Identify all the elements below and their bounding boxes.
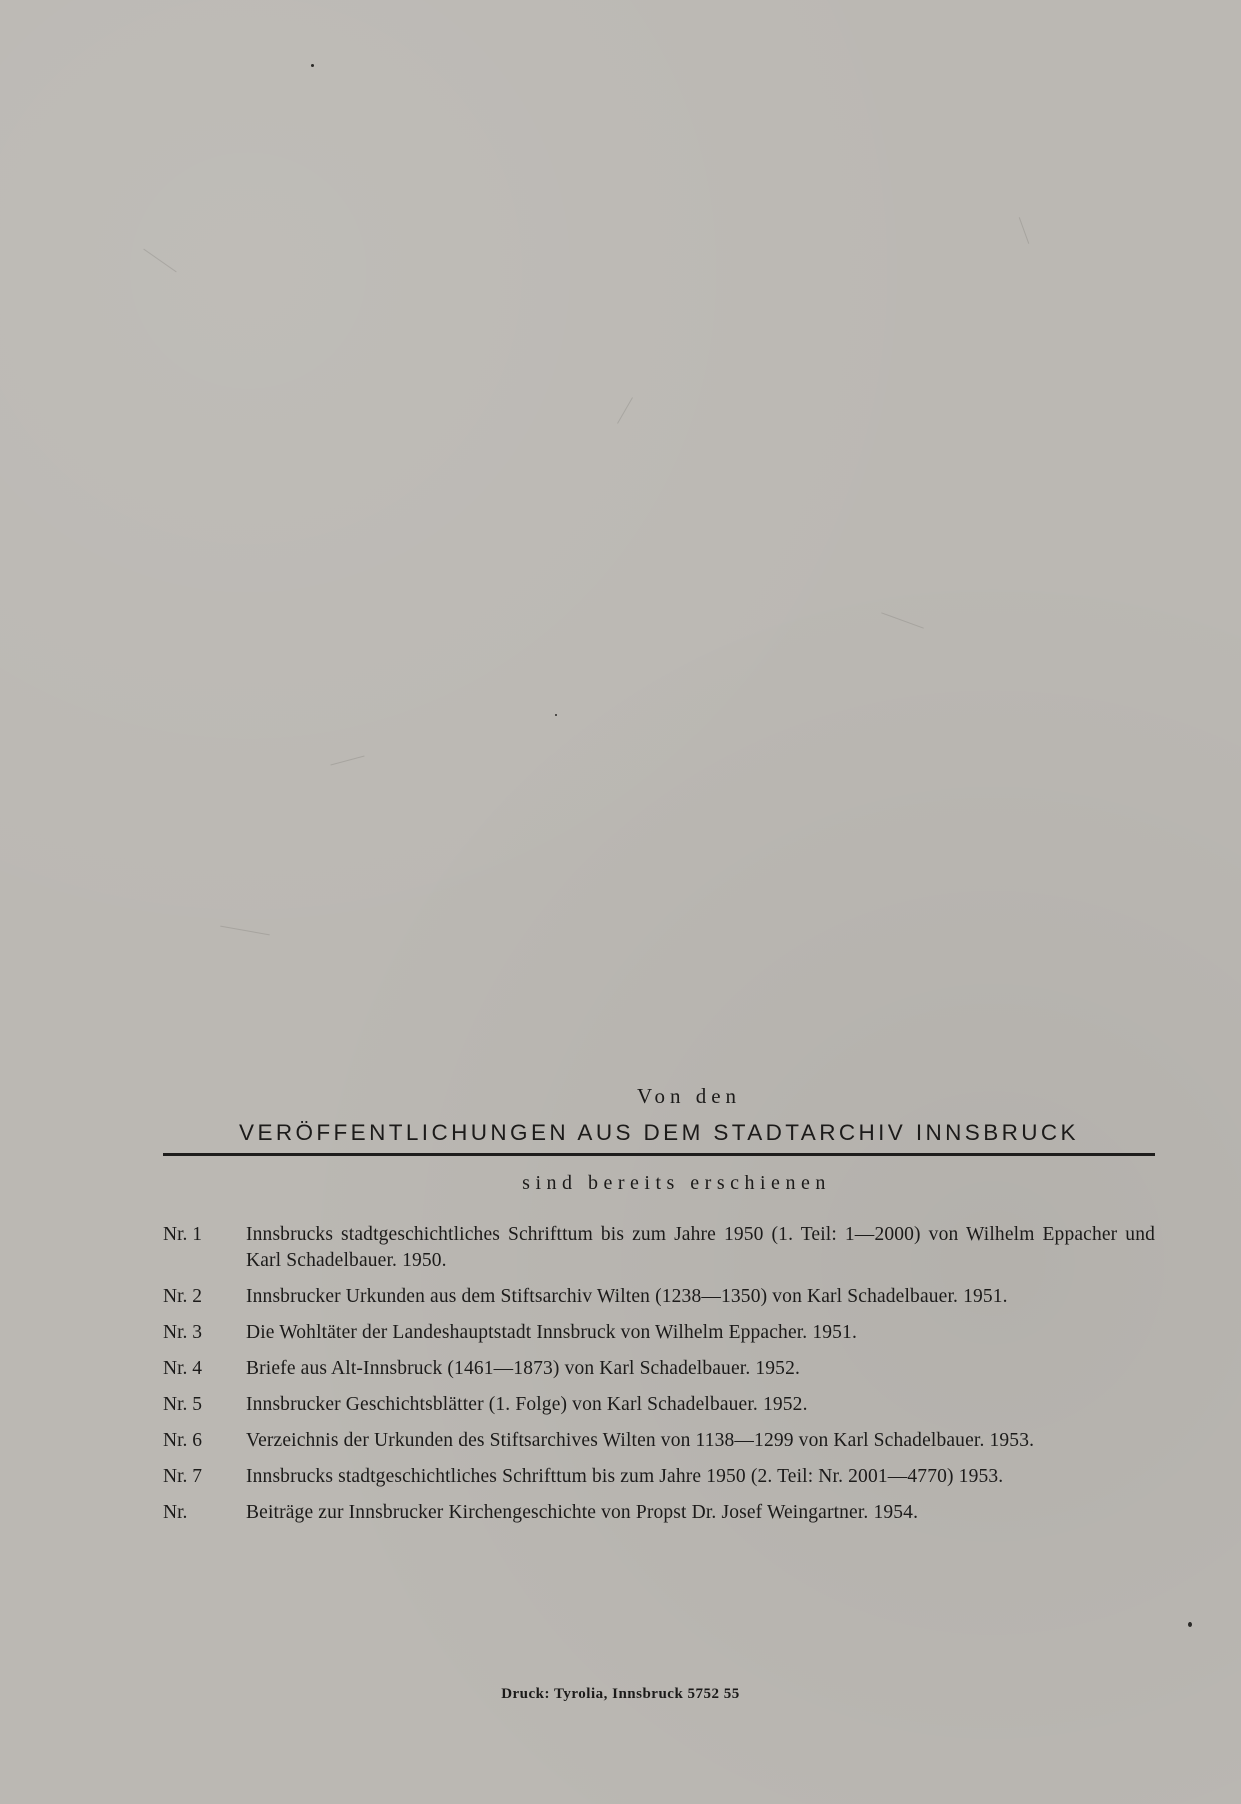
paper-speck (311, 64, 314, 67)
list-item (163, 1320, 1155, 1346)
paper-fiber (143, 249, 176, 273)
entry-text: Innsbrucks stadtgeschichtliches Schrifttum bis zum Jahre 1950 (2. Teil: Nr. 2001—4770) 1953. (246, 1466, 1004, 1487)
entry-text: Innsbrucker Geschichtsblätter (1. Folge) von Karl Schadelbauer. 1952. (246, 1394, 808, 1415)
entry-number: Nr. 6 (163, 1430, 202, 1451)
entry-text: Die Wohltäter der Landeshauptstadt Innsbruck von Wilhelm Eppacher. 1951. (246, 1322, 857, 1343)
list-item (163, 1284, 1155, 1310)
entry-number: Nr. 7 (163, 1466, 202, 1487)
paper-fiber (617, 397, 633, 423)
list-item (163, 1500, 1155, 1526)
publication-list (163, 1222, 1155, 1526)
entry-text: Verzeichnis der Urkunden des Stiftsarchives Wilten von 1138—1299 von Karl Schadelbauer. 1953. (246, 1430, 1035, 1451)
entry-number: Nr. (163, 1502, 188, 1523)
title-rule (163, 1153, 1155, 1156)
intro-text: Von den (636, 1084, 742, 1108)
entry-number: Nr. 4 (163, 1358, 202, 1379)
publication-list-block (163, 1082, 1155, 1536)
paper-fiber (1019, 217, 1030, 244)
entry-number: Nr. 1 (163, 1224, 202, 1245)
list-item (163, 1356, 1155, 1382)
entry-text: Beiträge zur Innsbrucker Kirchengeschichte von Propst Dr. Josef Weingartner. 1954. (246, 1502, 919, 1523)
entry-number: Nr. 2 (163, 1286, 202, 1307)
list-item (163, 1392, 1155, 1418)
entry-text: Innsbrucks stadtgeschichtliches Schrifttum bis zum Jahre 1950 (1. Teil: 1—2000) von Wilhelm Eppacher und Karl Schadelbauer. 1950. (246, 1224, 1155, 1271)
paper-speck (555, 714, 557, 716)
entry-text: Briefe aus Alt-Innsbruck (1461—1873) von Karl Schadelbauer. 1952. (246, 1358, 800, 1379)
list-item (163, 1222, 1155, 1274)
list-item (163, 1464, 1155, 1490)
paper-fiber (330, 755, 364, 765)
entry-number: Nr. 3 (163, 1322, 202, 1343)
list-item (163, 1428, 1155, 1454)
printer-imprint: Druck: Tyrolia, Innsbruck 5752 55 (501, 1686, 740, 1702)
series-title: VERÖFFENTLICHUNGEN AUS DEM STADTARCHIV INNSBRUCK (239, 1120, 1079, 1145)
entry-text: Innsbrucker Urkunden aus dem Stiftsarchiv Wilten (1238—1350) von Karl Schadelbauer. 1951. (246, 1286, 1008, 1307)
paper-speck (1188, 1622, 1192, 1627)
paper-fiber (220, 926, 269, 936)
entry-number: Nr. 5 (163, 1394, 202, 1415)
subtitle: sind bereits erschienen (522, 1172, 831, 1194)
paper-fiber (881, 612, 924, 628)
